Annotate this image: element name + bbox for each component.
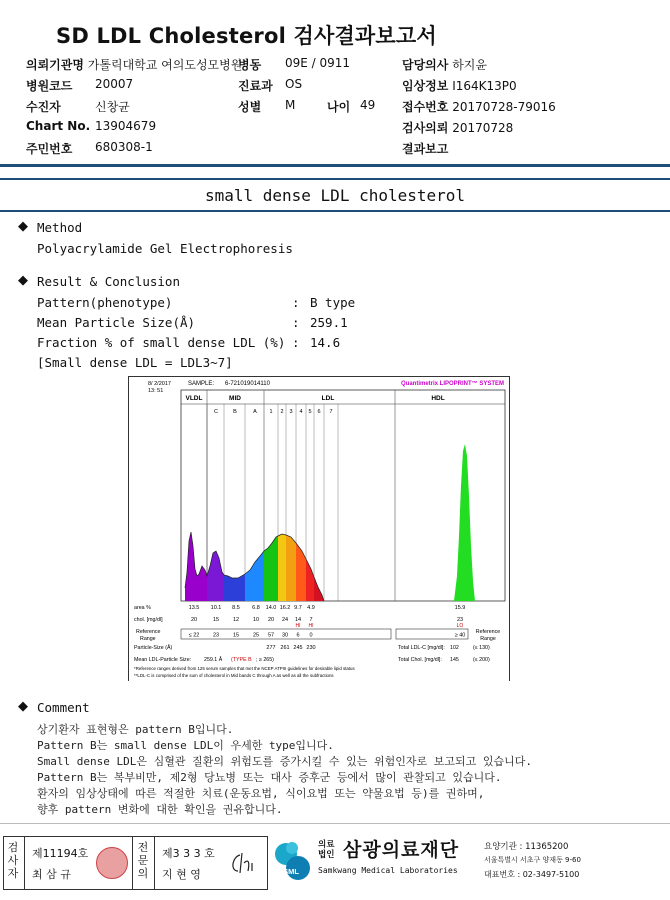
sml-logo-icon	[272, 836, 312, 886]
chart-frame	[129, 377, 510, 682]
sub-band-3: 3	[289, 409, 293, 415]
patient-label: 수진자	[26, 100, 61, 114]
comment-line: 환자의 임상상태에 따른 적절한 치료(운동요법, 식이요법 또는 약물요법 등)를 권하며,	[37, 787, 485, 800]
hospital-code-value: 20007	[95, 77, 134, 91]
age-label: 나이	[327, 100, 351, 114]
method-bullet-icon: ◆	[18, 219, 28, 234]
examiner-label: 검 사 자	[7, 841, 19, 880]
method-heading: Method	[37, 220, 83, 235]
sub-band-2: 2	[280, 409, 284, 415]
logo-text: SML	[283, 867, 299, 876]
doctor-label: 담당의사	[402, 58, 449, 72]
particle-size: 277	[266, 645, 276, 651]
receipt-value: 20170728-79016	[452, 100, 556, 114]
specialist-name: 지 현 영	[162, 868, 201, 881]
chol-value: 20	[190, 617, 198, 623]
phone: 대표번호 : 02-3497-5100	[484, 870, 580, 879]
total-chol-label: Total Chol. [mg/dl]:	[398, 657, 442, 663]
chol-value: 10	[252, 617, 260, 623]
area-value: 6.8	[252, 605, 260, 611]
result-note: [Small dense LDL = LDL3~7]	[37, 355, 233, 370]
particle-size: 245	[293, 645, 303, 651]
hdl-ref-value: ≥ 40	[454, 632, 466, 639]
hospital-code-label: 병원코드	[26, 79, 73, 93]
sub-band-b: B	[233, 409, 237, 415]
mean-ldl-label: Mean LDL-Particle Size:	[134, 657, 192, 663]
particle-size-label: Particle-Size (Å)	[134, 645, 173, 651]
ldl2-peak	[278, 534, 286, 601]
lipoprint-chart	[128, 376, 510, 681]
total-ldlc-value: 102	[450, 645, 459, 651]
examiner-no: 제11194호	[32, 847, 89, 860]
ref-value: 25	[252, 632, 260, 639]
ref-value: 30	[281, 632, 289, 639]
clinical-label: 임상정보	[402, 79, 449, 93]
result-heading: Result & Conclusion	[37, 274, 180, 289]
sub-band-7: 7	[329, 409, 333, 415]
chart-no-value: 13904679	[95, 119, 157, 133]
sub-band-6: 6	[317, 409, 321, 415]
total-ldlc-ref: (≤ 130)	[473, 645, 490, 651]
hdl-chol-value: 23	[456, 617, 464, 623]
ref-value: 15	[232, 632, 240, 639]
report-title: SD LDL Cholesterol 검사결과보고서	[56, 24, 437, 48]
sub-band-c: C	[214, 409, 218, 415]
comment-line: Pattern B는 복부비만, 제2형 당뇨병 또는 대사 증후군 등에서 많이 관찰되고 있습니다.	[37, 771, 502, 784]
sex-label: 성별	[238, 100, 262, 114]
ref-label-range: Range	[140, 636, 156, 642]
sig-divider	[154, 837, 155, 889]
specialist-label: 전 문 의	[137, 841, 149, 880]
result-row-label: Pattern(phenotype)	[37, 295, 173, 310]
section-bar-top	[0, 178, 670, 180]
address: 서울특별시 서초구 양재동 9-60	[484, 856, 581, 864]
resident-value: 680308-1	[95, 140, 153, 154]
mean-ldl-type: (TYPE B	[231, 657, 252, 663]
result-row-value: B type	[310, 295, 356, 310]
particle-size: 261	[280, 645, 290, 651]
result-bullet-icon: ◆	[18, 273, 28, 288]
dept-label: 진료과	[238, 79, 273, 93]
hdl-area-value: 15.9	[454, 605, 466, 611]
ref-value: 57	[267, 632, 275, 639]
area-value: 10.1	[210, 605, 222, 611]
area-value: 4.9	[307, 605, 315, 611]
area-value: 13.5	[188, 605, 200, 611]
result-row-label: Mean Particle Size(Å)	[37, 315, 196, 330]
receipt-label: 접수번호	[402, 100, 449, 114]
doctor-value: 하지윤	[452, 58, 487, 72]
section-title: small dense LDL cholesterol	[204, 186, 466, 205]
method-value: Polyacrylamide Gel Electrophoresis	[37, 241, 293, 256]
comment-line: 향후 pattern 변화에 대한 확인을 권유합니다.	[37, 803, 283, 816]
chol-value: 15	[212, 617, 220, 623]
comment-heading: Comment	[37, 700, 90, 715]
result-report-label: 결과보고	[402, 142, 449, 156]
area-value: 14.0	[265, 605, 277, 611]
comment-bullet-icon: ◆	[18, 699, 28, 714]
comment-line: Pattern B는 small dense LDL이 우세한 type입니다.	[37, 739, 334, 752]
chol-value: 14	[294, 617, 302, 623]
sex-value: M	[285, 98, 296, 112]
clinical-value: I164K13P0	[452, 79, 517, 93]
footer-divider	[0, 823, 670, 824]
total-chol-ref: (≤ 200)	[473, 657, 490, 663]
sub-band-a: A	[253, 409, 257, 415]
band-vldl: VLDL	[185, 395, 203, 402]
result-row-value: 259.1	[310, 315, 348, 330]
total-ldlc-label: Total LDL-C [mg/dl]:	[398, 645, 445, 651]
chol-value: 12	[232, 617, 240, 623]
signature-box	[3, 836, 268, 890]
chol-flag: HI	[308, 623, 314, 629]
institution-value: 가톨릭대학교 여의도성모병원	[87, 58, 243, 72]
ref-value: 6	[296, 632, 300, 639]
org-name: 삼광의료재단	[343, 839, 460, 861]
area-value: 9.7	[294, 605, 302, 611]
result-row-sep: :	[292, 335, 300, 350]
chart-brand: Quantimetrix LIPOPRINT™ SYSTEM	[400, 381, 504, 387]
ref-label: Reference	[136, 629, 161, 635]
band-mid: MID	[229, 395, 241, 402]
ref-value: 0	[309, 632, 313, 639]
dept-value: OS	[285, 77, 303, 91]
result-row-label: Fraction % of small dense LDL (%)	[37, 335, 286, 350]
specialist-signature-icon	[226, 849, 262, 877]
examiner-seal	[96, 847, 128, 879]
hdl-chol-flag: LO	[456, 623, 464, 629]
footnote-2: **LDL-C is comprised of the sum of cholesterol in Mid bands C through A as well as all the subfractions	[134, 673, 334, 678]
chart-sample-value: 6-721019014110	[225, 381, 270, 387]
header-row-1	[26, 56, 242, 73]
footnote-1: *Reference ranges derived from 125 serum samples that met the NCEP ATPIII guidelines for desirable lipid status	[134, 666, 355, 671]
inst-code: 요양기관 : 11365200	[484, 842, 569, 852]
chart-no-label: Chart No.	[26, 119, 91, 133]
sub-band-4: 4	[299, 409, 303, 415]
ref-value: ≤ 22	[188, 632, 200, 639]
sub-band-5: 5	[308, 409, 312, 415]
specialist-no: 제3 3 3 호	[162, 847, 215, 860]
total-chol-value: 145	[450, 657, 459, 663]
ref-label-right: Reference	[475, 629, 501, 635]
chol-value: 20	[267, 617, 275, 623]
area-value: 8.5	[232, 605, 240, 611]
ref-value: 23	[212, 632, 220, 639]
result-row-sep: :	[292, 295, 300, 310]
org-prefix: 의료법인	[318, 840, 335, 860]
band-ldl: LDL	[321, 395, 335, 402]
area-value: 16.2	[279, 605, 291, 611]
ward-label: 병동	[238, 58, 262, 72]
resident-label: 주민번호	[26, 142, 73, 156]
request-label: 검사의뢰	[402, 121, 449, 135]
org-en: Samkwang Medical Laboratories	[318, 866, 458, 875]
chol-label: chol. [mg/dl]	[134, 617, 163, 623]
header-divider	[0, 164, 670, 167]
age-value: 49	[360, 98, 376, 112]
chol-value: 24	[281, 617, 289, 623]
band-hdl: HDL	[431, 395, 445, 402]
sub-band-1: 1	[269, 409, 273, 415]
chol-flag: HI	[295, 623, 301, 629]
result-row-value: 14.6	[310, 335, 341, 350]
chol-value: 7	[309, 617, 313, 623]
comment-body	[37, 722, 532, 818]
sig-divider	[24, 837, 25, 889]
patient-value: 신창균	[95, 100, 130, 114]
section-bar-bottom	[0, 210, 670, 212]
ward-value: 09E / 0911	[285, 56, 351, 70]
ldl3-peak	[286, 535, 296, 601]
chart-sample-label: SAMPLE:	[188, 381, 215, 387]
ref-label-right-range: Range	[480, 636, 496, 642]
area-label: area %	[134, 605, 151, 611]
chart-time: 13: 51	[148, 388, 164, 394]
sig-divider	[132, 837, 133, 889]
examiner-name: 최 삼 규	[32, 868, 71, 881]
mean-ldl-ref: ; ≥ 265)	[256, 657, 274, 663]
result-row-sep: :	[292, 315, 300, 330]
institution-label: 의뢰기관명	[26, 58, 84, 72]
chart-date: 8/ 2/2017	[148, 381, 171, 387]
request-value: 20170728	[452, 121, 514, 135]
mean-ldl-value: 259.1 Å	[204, 657, 223, 663]
comment-line: Small dense LDL은 심혈관 질환의 위험도를 증가시킬 수 있는 위험인자로 보고되고 있습니다.	[37, 755, 532, 768]
comment-line: 상기환자 표현형은 pattern B입니다.	[37, 723, 234, 736]
particle-size: 230	[306, 645, 316, 651]
